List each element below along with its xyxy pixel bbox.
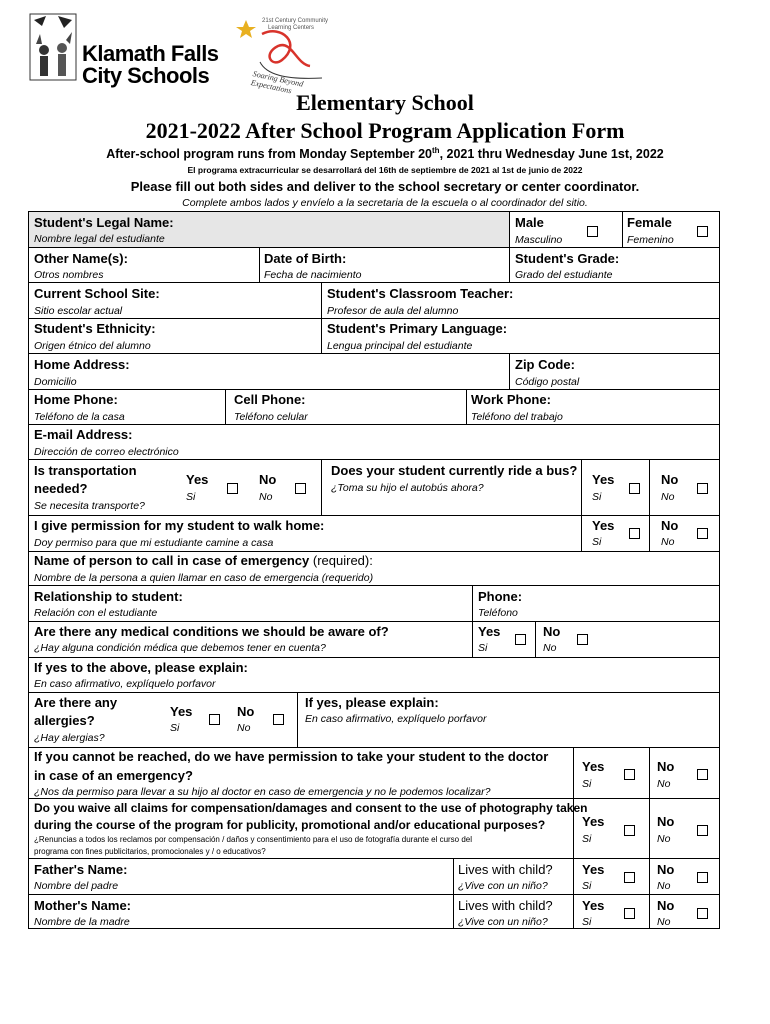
bus-label: Does your student currently ride a bus? (331, 463, 578, 478)
program-dates: After-school program runs from Monday September 20th, 2021 thru Wednesday June 1st, 2022 (106, 146, 664, 162)
other-names-label: Other Name(s): (34, 251, 128, 266)
work-phone-label: Work Phone: (471, 392, 551, 407)
allergy-explain-label-es: En caso afirmativo, explíquelo porfavor (305, 713, 487, 725)
father-lives-label-es: ¿Vive con un niño? (458, 880, 548, 892)
ethnicity-label: Student's Ethnicity: (34, 321, 156, 336)
language-label-es: Lengua principal del estudiante (327, 340, 473, 352)
doctor-label-line2: in case of an emergency? (34, 768, 193, 783)
bus-yes-label: Yes (592, 472, 615, 487)
medical-yes-es: Si (478, 642, 488, 654)
walk-yes-label: Yes (592, 518, 615, 533)
emergency-label: Name of person to call in case of emergency (required): (34, 553, 373, 568)
explain-label-es: En caso afirmativo, explíquelo porfavor (34, 678, 216, 690)
mother-no-label: No (657, 898, 675, 913)
title-line2: 2021-2022 After School Program Application Form (145, 118, 625, 143)
bus-no-label: No (661, 472, 679, 487)
waive-no-checkbox[interactable] (697, 825, 708, 836)
emergency-phone-label-es: Teléfono (478, 607, 518, 619)
father-yes-es: Si (582, 880, 592, 892)
mother-label: Mother's Name: (34, 898, 131, 913)
doctor-no-checkbox[interactable] (697, 769, 708, 780)
address-label-es: Domicilio (34, 376, 77, 388)
work-phone-label-es: Teléfono del trabajo (471, 411, 563, 423)
bus-no-es: No (661, 491, 675, 503)
transport-no-es: No (259, 491, 273, 503)
mother-yes-es: Si (582, 916, 592, 928)
cclc-line1: 21st Century Community (262, 18, 329, 24)
title-line1: Elementary School (296, 90, 474, 115)
father-label: Father's Name: (34, 862, 128, 877)
female-label-es: Femenino (627, 234, 674, 246)
program-dates-es: El programa extracurricular se desarrollará del 16th de septiembre de 2021 al 1st de junio de 2022 (187, 165, 583, 175)
walk-label: I give permission for my student to walk home: (34, 518, 325, 533)
transport-no-checkbox[interactable] (295, 483, 306, 494)
relationship-label: Relationship to student: (34, 589, 183, 604)
cclc-line2: Learning Centers (268, 25, 315, 31)
transport-label-es: Se necesita transporte? (34, 500, 145, 512)
male-label: Male (515, 215, 544, 230)
father-yes-label: Yes (582, 862, 605, 877)
allergy-explain-label: If yes, please explain: (305, 695, 439, 710)
cclc-logo (232, 14, 342, 96)
male-checkbox[interactable] (587, 226, 598, 237)
bus-yes-es: Si (592, 491, 602, 503)
transport-label-line2: needed? (34, 481, 88, 496)
instructions-es: Complete ambos lados y envíelo a la secretaria de la escuela o al coordinador del sitio. (182, 197, 588, 209)
cclc-tagline: Soaring Beyond Expectations (250, 69, 305, 96)
address-label: Home Address: (34, 357, 130, 372)
allergies-yes-checkbox[interactable] (209, 714, 220, 725)
emergency-phone-label: Phone: (478, 589, 523, 604)
people-icon (28, 10, 80, 86)
district-name-line1: Klamath Falls (82, 41, 219, 66)
transport-yes-checkbox[interactable] (227, 483, 238, 494)
allergies-label-line2: allergies? (34, 713, 95, 728)
waive-yes-es: Si (582, 833, 592, 845)
allergies-yes-label: Yes (170, 704, 193, 719)
waive-label-line2: during the course of the program for publicity, promotional and/or educational purposes? (34, 818, 546, 832)
waive-label-es2: programa con fines publicitarios, promocionales y / o educativos? (34, 847, 266, 856)
doctor-no-es: No (657, 778, 671, 790)
allergies-label-line1: Are there any (34, 695, 118, 710)
school-label: Current School Site: (34, 286, 160, 301)
email-label: E-mail Address: (34, 427, 133, 442)
walk-yes-checkbox[interactable] (629, 528, 640, 539)
walk-label-es: Doy permiso para que mi estudiante camine a casa (34, 537, 274, 549)
bus-yes-checkbox[interactable] (629, 483, 640, 494)
walk-no-checkbox[interactable] (697, 528, 708, 539)
waive-yes-label: Yes (582, 814, 605, 829)
allergies-label-es: ¿Hay alergias? (34, 732, 105, 744)
relationship-label-es: Relación con el estudiante (34, 607, 158, 619)
mother-label-es: Nombre de la madre (34, 916, 130, 928)
doctor-yes-label: Yes (582, 759, 605, 774)
home-phone-label-es: Teléfono de la casa (34, 411, 125, 423)
legal-name-label-es: Nombre legal del estudiante (34, 233, 165, 245)
emergency-label-es: Nombre de la persona a quien llamar en caso de emergencia (requerido) (34, 572, 374, 584)
teacher-label-es: Profesor de aula del alumno (327, 305, 459, 317)
legal-name-label: Student's Legal Name: (34, 215, 174, 230)
father-no-label: No (657, 862, 675, 877)
dob-label-es: Fecha de nacimiento (264, 269, 362, 281)
mother-lives-label-es: ¿Vive con un niño? (458, 916, 548, 928)
medical-no-label: No (543, 624, 561, 639)
allergies-no-es: No (237, 722, 251, 734)
walk-no-label: No (661, 518, 679, 533)
zip-label-es: Código postal (515, 376, 580, 388)
walk-yes-es: Si (592, 536, 602, 548)
instructions: Please fill out both sides and deliver to the school secretary or center coordinator. (130, 179, 640, 194)
language-label: Student's Primary Language: (327, 321, 508, 336)
doctor-label-es: ¿Nos da permiso para llevar a su hijo al doctor en caso de emergencia y no le podemos localizar? (34, 786, 491, 798)
father-label-es: Nombre del padre (34, 880, 119, 892)
explain-label: If yes to the above, please explain: (34, 660, 248, 675)
medical-no-checkbox[interactable] (577, 634, 588, 645)
father-yes-checkbox[interactable] (624, 872, 635, 883)
teacher-label: Student's Classroom Teacher: (327, 286, 514, 301)
transport-yes-es: Si (186, 491, 196, 503)
male-label-es: Masculino (515, 234, 563, 246)
zip-label: Zip Code: (515, 357, 575, 372)
doctor-no-label: No (657, 759, 675, 774)
cell-phone-label: Cell Phone: (234, 392, 306, 407)
mother-yes-label: Yes (582, 898, 605, 913)
medical-label-es: ¿Hay alguna condición médica que debemos tener en cuenta? (34, 642, 326, 654)
other-names-label-es: Otros nombres (34, 269, 104, 281)
district-name-line2: City Schools (82, 63, 210, 88)
medical-label: Are there any medical conditions we should be aware of? (34, 624, 389, 639)
waive-label-es1: ¿Renuncias a todos los reclamos por compensación / daños y consentimiento para el uso de fotografía durante el curso del (34, 835, 473, 844)
mother-yes-checkbox[interactable] (624, 908, 635, 919)
medical-yes-checkbox[interactable] (515, 634, 526, 645)
walk-no-es: No (661, 536, 675, 548)
mother-lives-label: Lives with child? (458, 898, 553, 913)
waive-no-label: No (657, 814, 675, 829)
mother-no-checkbox[interactable] (697, 908, 708, 919)
home-phone-label: Home Phone: (34, 392, 118, 407)
allergies-no-label: No (237, 704, 255, 719)
female-checkbox[interactable] (697, 226, 708, 237)
school-label-es: Sitio escolar actual (34, 305, 123, 317)
female-label: Female (627, 215, 672, 230)
district-logo (28, 10, 228, 90)
doctor-yes-checkbox[interactable] (624, 769, 635, 780)
waive-no-es: No (657, 833, 671, 845)
bus-no-checkbox[interactable] (697, 483, 708, 494)
email-label-es: Dirección de correo electrónico (34, 446, 179, 458)
father-no-checkbox[interactable] (697, 872, 708, 883)
waive-yes-checkbox[interactable] (624, 825, 635, 836)
doctor-yes-es: Si (582, 778, 592, 790)
father-lives-label: Lives with child? (458, 862, 553, 877)
waive-label-line1: Do you waive all claims for compensation/damages and consent to the use of photography taken (34, 801, 588, 815)
transport-yes: Yes (186, 472, 209, 487)
doctor-label-line1: If you cannot be reached, do we have permission to take your student to the doctor (34, 749, 549, 764)
application-form (28, 211, 720, 929)
cell-phone-label-es: Teléfono celular (234, 411, 308, 423)
bus-label-es: ¿Toma su hijo el autobús ahora? (331, 482, 484, 494)
father-no-es: No (657, 880, 671, 892)
medical-no-es: No (543, 642, 557, 654)
mother-no-es: No (657, 916, 671, 928)
grade-label: Student's Grade: (515, 251, 620, 266)
allergies-yes-es: Si (170, 722, 180, 734)
grade-label-es: Grado del estudiante (515, 269, 613, 281)
dob-label: Date of Birth: (264, 251, 347, 266)
transport-label-line1: Is transportation (34, 463, 137, 478)
allergies-no-checkbox[interactable] (273, 714, 284, 725)
ethnicity-label-es: Origen étnico del alumno (34, 340, 151, 352)
transport-no: No (259, 472, 277, 487)
medical-yes-label: Yes (478, 624, 501, 639)
